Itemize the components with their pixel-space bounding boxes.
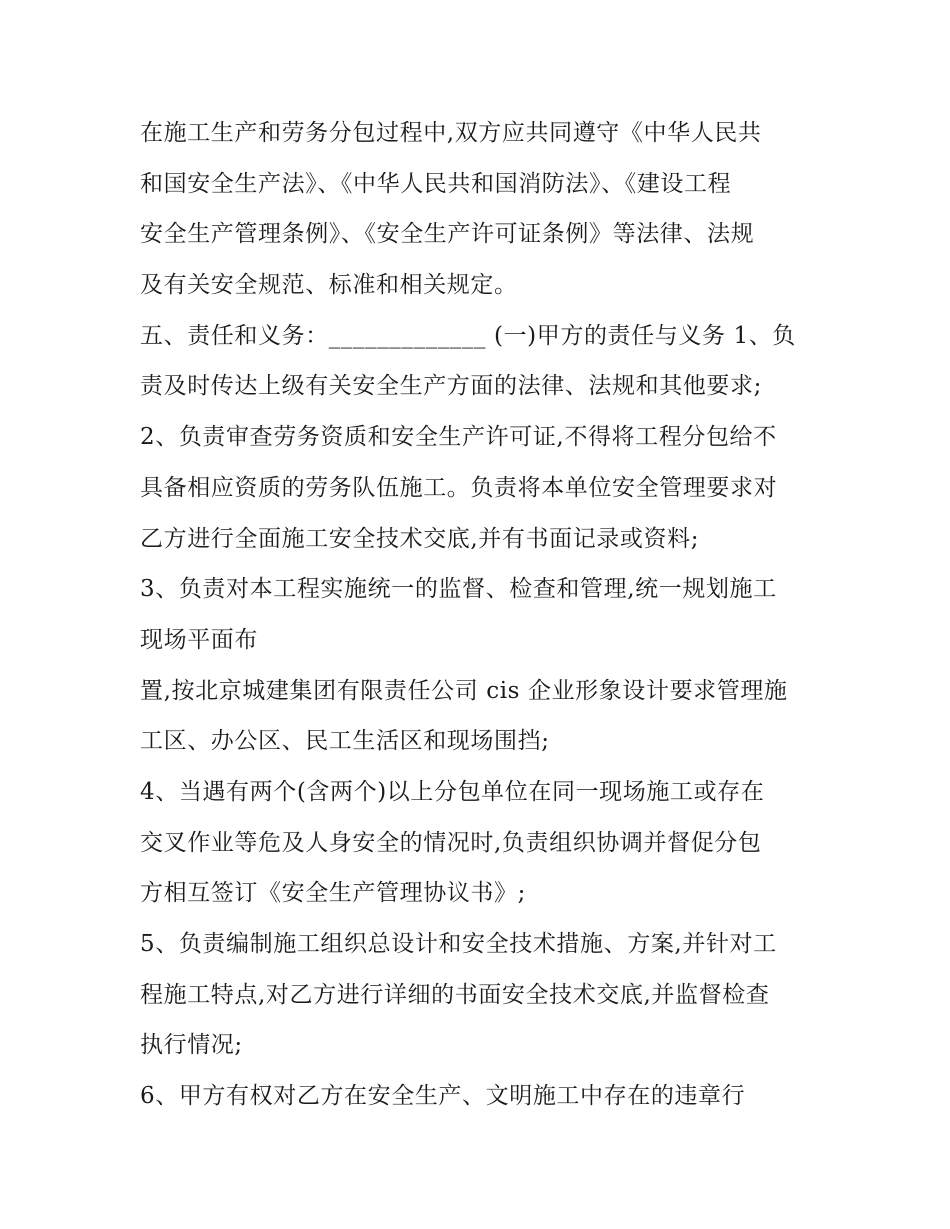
text-line: 及有关安全规范、标准和相关规定。: [140, 272, 518, 299]
text-line: 3、负责对本工程实施统一的监督、检查和管理,统一规划施工: [140, 576, 777, 603]
text-line: 4、当遇有两个(含两个)以上分包单位在同一现场施工或存在: [140, 778, 765, 805]
text-line: 现场平面布: [140, 626, 258, 653]
document-body: [140, 108, 820, 1122]
text-line: 方相互签订《安全生产管理协议书》;: [140, 880, 526, 907]
text-line: 责及时传达上级有关安全生产方面的法律、法规和其他要求;: [140, 373, 762, 400]
text-line: 和国安全生产法》、《中华人民共和国消防法》、《建设工程: [140, 170, 732, 197]
text-line: 6、甲方有权对乙方在安全生产、文明施工中存在的违章行: [140, 1083, 746, 1110]
text-line: 安全生产管理条例》、《安全生产许可证条例》等法律、法规: [140, 221, 755, 248]
text-line: 五、责任和义务：_____________ (一)甲方的责任与义务 1、负: [140, 322, 796, 349]
text-line: 具备相应资质的劳务队伍施工。负责将本单位安全管理要求对: [140, 474, 778, 501]
text-line: 置,按北京城建集团有限责任公司 cis 企业形象设计要求管理施: [140, 677, 788, 704]
text-line: 程施工特点,对乙方进行详细的书面安全技术交底,并监督检查: [140, 981, 770, 1008]
text-line: 工区、办公区、民工生活区和现场围挡;: [140, 728, 550, 755]
text-line: 乙方进行全面施工安全技术交底,并有书面记录或资料;: [140, 525, 700, 552]
text-line: 在施工生产和劳务分包过程中,双方应共同遵守《中华人民共: [140, 120, 762, 146]
text-line: 5、负责编制施工组织总设计和安全技术措施、方案,并针对工: [140, 931, 777, 957]
text-line: 交叉作业等危及人身安全的情况时,负责组织协调并督促分包: [140, 829, 762, 856]
text-line: 执行情况;: [140, 1032, 243, 1059]
text-line: 2、负责审查劳务资质和安全生产许可证,不得将工程分包给不: [140, 424, 777, 451]
